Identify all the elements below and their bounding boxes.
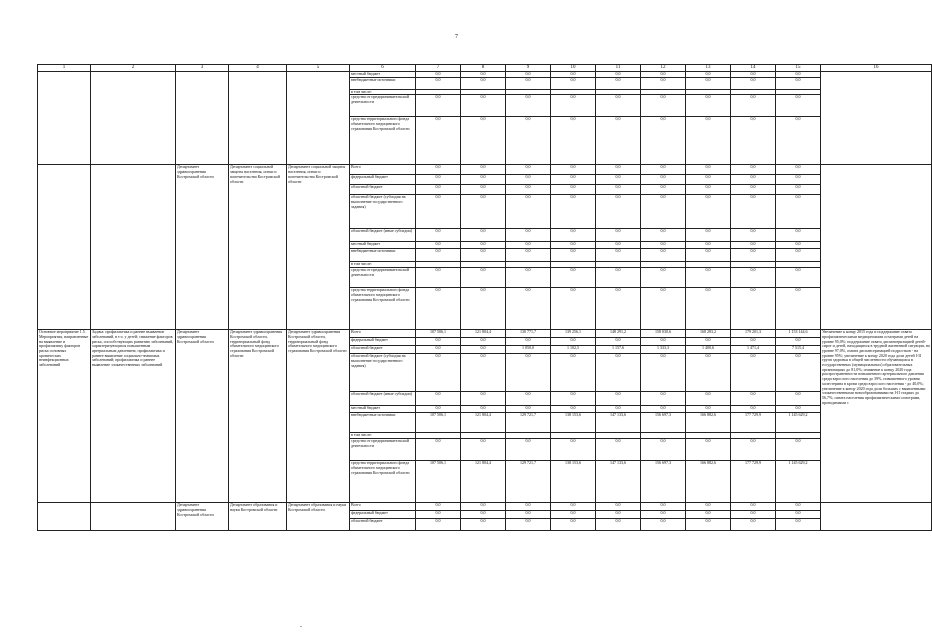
value-cell: 0,0 bbox=[551, 175, 596, 185]
value-cell: 0,0 bbox=[641, 249, 686, 262]
value-cell: 147 133,6 bbox=[596, 413, 641, 433]
value-cell: 0,0 bbox=[731, 77, 776, 89]
value-cell: 0,0 bbox=[776, 195, 821, 229]
value-cell: 0,0 bbox=[641, 195, 686, 229]
value-cell: 0,0 bbox=[731, 242, 776, 249]
funding-source-label: областной бюджет (иные субсидии) bbox=[350, 392, 416, 406]
funding-source-label: Всего bbox=[350, 330, 416, 338]
value-cell: 0,0 bbox=[641, 268, 686, 288]
value-cell: 0,0 bbox=[686, 165, 731, 175]
value-cell: 0,0 bbox=[461, 346, 506, 354]
value-cell: 0,0 bbox=[686, 229, 731, 242]
value-cell: 0,0 bbox=[416, 229, 461, 242]
value-cell: 0,0 bbox=[776, 242, 821, 249]
value-cell: 0,0 bbox=[461, 195, 506, 229]
value-cell: 0,0 bbox=[686, 288, 731, 330]
value-cell: 0,0 bbox=[461, 242, 506, 249]
value-cell: 0,0 bbox=[461, 392, 506, 406]
funding-source-label: внебюджетные источники bbox=[350, 77, 416, 89]
value-cell: 0,0 bbox=[776, 338, 821, 346]
value-cell: 0,0 bbox=[596, 503, 641, 511]
value-cell: 0,0 bbox=[776, 519, 821, 531]
cell-c5: Департамент здравоохранения Костромской области, территориальный фонд обязательного медицинского страхования Костромской области bbox=[287, 330, 350, 503]
cell-c5: Департамент социальной защиты населения, опеки и попечительства Костромской области bbox=[287, 165, 350, 330]
funding-source-label: средства территориального фонда обязательного медицинского страхования Костромской области bbox=[350, 288, 416, 330]
value-cell: 0,0 bbox=[776, 185, 821, 195]
value-cell: 0,0 bbox=[551, 72, 596, 78]
value-cell: 121 804,4 bbox=[461, 461, 506, 503]
value-cell: 0,0 bbox=[686, 511, 731, 519]
value-cell: 0,0 bbox=[416, 338, 461, 346]
funding-source-label: в том числе: bbox=[350, 262, 416, 268]
header-cell: 10 bbox=[551, 65, 596, 72]
value-cell: 0,0 bbox=[506, 229, 551, 242]
value-cell: 0,0 bbox=[596, 439, 641, 461]
value-cell: 0,0 bbox=[506, 354, 551, 392]
value-cell: 0,0 bbox=[731, 195, 776, 229]
value-cell: 0,0 bbox=[731, 249, 776, 262]
value-cell: 0,0 bbox=[416, 175, 461, 185]
funding-source-label: средства территориального фонда обязательного медицинского страхования Костромской области bbox=[350, 117, 416, 165]
value-cell: 0,0 bbox=[551, 117, 596, 165]
funding-source-label: областной бюджет (субсидия на выполнение государственного задания) bbox=[350, 195, 416, 229]
value-cell: 0,0 bbox=[686, 392, 731, 406]
value-cell: 0,0 bbox=[461, 72, 506, 78]
value-cell: 0,0 bbox=[641, 338, 686, 346]
value-cell: 0,0 bbox=[776, 288, 821, 330]
value-cell: 156 697,3 bbox=[641, 461, 686, 503]
value-cell: 0,0 bbox=[776, 117, 821, 165]
value-cell: 0,0 bbox=[506, 519, 551, 531]
value-cell: 0,0 bbox=[461, 249, 506, 262]
header-cell: 12 bbox=[641, 65, 686, 72]
funding-source-label: средства от предпринимательской деятельности bbox=[350, 439, 416, 461]
cell-c16-expected-results: Увеличение к концу 2015 года и поддержание охвата профилактическими медицинскими осмотрами детей на уровне 95,0%; поддержание охвата диспансеризацией детей-сирот и детей, находящихся в трудной жизненной ситуации, на уровне 97,0%, охвата диспансеризацией подростков - на уровне 95%; увеличение к концу 2020 года доли детей I-II групп здоровья в общей численности обучающихся в государственных (муниципальных) образовательных организациях до 81,0%; снижение к концу 2020 года распространенности повышенного артериального давления среди взрослого населения до 39%, повышенного уровня холестерина в крови среди взрослого населения - до 40,0%; увеличение к концу 2020 года доли больших с выявленными злокачественными новообразованиями на I-II стадиях до 56,7%; охвата населения профилактическими осмотрами, проводимыми с bbox=[821, 330, 932, 503]
funding-source-label: областной бюджет (иные субсидии) bbox=[350, 229, 416, 242]
value-cell: 0,0 bbox=[596, 249, 641, 262]
value-cell: 1 400,6 bbox=[686, 346, 731, 354]
cell-c1 bbox=[38, 503, 91, 531]
value-cell: 0,0 bbox=[731, 165, 776, 175]
value-cell: 0,0 bbox=[506, 511, 551, 519]
value-cell: 0,0 bbox=[776, 249, 821, 262]
value-cell: 0,0 bbox=[461, 519, 506, 531]
value-cell: 0,0 bbox=[596, 77, 641, 89]
value-cell: 0,0 bbox=[641, 288, 686, 330]
value-cell: 0,0 bbox=[506, 165, 551, 175]
value-cell: 0,0 bbox=[416, 195, 461, 229]
table-body bbox=[38, 72, 932, 531]
value-cell: 0,0 bbox=[641, 519, 686, 531]
value-cell: 0,0 bbox=[731, 268, 776, 288]
value-cell: 0,0 bbox=[686, 439, 731, 461]
value-cell: 0,0 bbox=[551, 338, 596, 346]
value-cell: 0,0 bbox=[776, 165, 821, 175]
cell-c3: Департамент здравоохранения Костромской области bbox=[176, 165, 229, 330]
cell-c16-expected-results bbox=[821, 72, 932, 165]
value-cell: 0,0 bbox=[686, 503, 731, 511]
header-cell: 5 bbox=[287, 65, 350, 72]
value-cell: 0,0 bbox=[641, 406, 686, 413]
header-cell: 9 bbox=[506, 65, 551, 72]
value-cell: 0,0 bbox=[551, 392, 596, 406]
value-cell: 0,0 bbox=[731, 511, 776, 519]
cell-c1 bbox=[38, 72, 91, 165]
value-cell: 0,0 bbox=[596, 406, 641, 413]
value-cell: 0,0 bbox=[731, 185, 776, 195]
funding-source-label: в том числе: bbox=[350, 89, 416, 95]
value-cell: 0,0 bbox=[416, 392, 461, 406]
value-cell: 0,0 bbox=[776, 503, 821, 511]
value-cell: 0,0 bbox=[641, 511, 686, 519]
cell-c3: Департамент здравоохранения Костромской области bbox=[176, 503, 229, 531]
value-cell: 139 256,1 bbox=[551, 330, 596, 338]
value-cell: 0,0 bbox=[416, 268, 461, 288]
value-cell: 0,0 bbox=[416, 242, 461, 249]
header-cell: 8 bbox=[461, 65, 506, 72]
cell-c4: Департамент здравоохранения Костромской области, территориальный фонд обязательного медицинского страхования Костромской области bbox=[229, 330, 287, 503]
value-cell: 0,0 bbox=[416, 117, 461, 165]
value-cell: 0,0 bbox=[731, 406, 776, 413]
funding-source-label: областной бюджет bbox=[350, 346, 416, 354]
header-cell: 3 bbox=[176, 65, 229, 72]
value-cell: 0,0 bbox=[416, 249, 461, 262]
value-cell: 0,0 bbox=[731, 72, 776, 78]
cell-c4: Департамент образования и науки Костромской области bbox=[229, 503, 287, 531]
value-cell: 0,0 bbox=[641, 503, 686, 511]
value-cell: 0,0 bbox=[641, 117, 686, 165]
value-cell: 0,0 bbox=[551, 249, 596, 262]
cell-c1: Основное мероприятие 1.5. Мероприятия, направленные на выявление и профилактику факторов риска основных хронических неинфекционных заболеваний bbox=[38, 330, 91, 503]
funding-source-label: областной бюджет bbox=[350, 519, 416, 531]
value-cell: 0,0 bbox=[686, 354, 731, 392]
value-cell: 0,0 bbox=[641, 72, 686, 78]
page-number: 7 bbox=[455, 34, 458, 40]
value-cell: 0,0 bbox=[776, 229, 821, 242]
value-cell: 0,0 bbox=[551, 229, 596, 242]
value-cell: 0,0 bbox=[596, 165, 641, 175]
value-cell: 1 145 629,2 bbox=[776, 413, 821, 433]
value-cell: 166 882,6 bbox=[686, 413, 731, 433]
funding-source-label: местный бюджет bbox=[350, 72, 416, 78]
value-cell: 0,0 bbox=[731, 503, 776, 511]
value-cell: 0,0 bbox=[416, 439, 461, 461]
value-cell: 0,0 bbox=[731, 95, 776, 117]
value-cell: 129 721,7 bbox=[506, 461, 551, 503]
value-cell: 0,0 bbox=[686, 242, 731, 249]
value-cell: 7 515,4 bbox=[776, 346, 821, 354]
value-cell: 0,0 bbox=[551, 185, 596, 195]
value-cell: 0,0 bbox=[551, 195, 596, 229]
value-cell: 0,0 bbox=[461, 439, 506, 461]
funding-source-label: внебюджетные источники bbox=[350, 249, 416, 262]
value-cell: 0,0 bbox=[506, 503, 551, 511]
value-cell: 0,0 bbox=[416, 519, 461, 531]
value-cell: 0,0 bbox=[731, 175, 776, 185]
value-cell: 0,0 bbox=[641, 392, 686, 406]
value-cell: 0,0 bbox=[416, 503, 461, 511]
value-cell: 0,0 bbox=[461, 511, 506, 519]
value-cell: 0,0 bbox=[551, 242, 596, 249]
value-cell: 148 291,2 bbox=[596, 330, 641, 338]
value-cell: 0,0 bbox=[776, 406, 821, 413]
value-cell: 0,0 bbox=[641, 354, 686, 392]
funding-source-label: средства от предпринимательской деятельности bbox=[350, 268, 416, 288]
value-cell: 0,0 bbox=[686, 175, 731, 185]
value-cell: 0,0 bbox=[551, 511, 596, 519]
value-cell: 0,0 bbox=[686, 95, 731, 117]
value-cell: 0,0 bbox=[596, 338, 641, 346]
value-cell: 0,0 bbox=[686, 185, 731, 195]
bottom-mark: - bbox=[300, 624, 302, 630]
value-cell: 1 333,3 bbox=[641, 346, 686, 354]
value-cell: 0,0 bbox=[596, 72, 641, 78]
value-cell: 129 721,7 bbox=[506, 413, 551, 433]
table-row bbox=[38, 165, 932, 175]
value-cell: 0,0 bbox=[686, 117, 731, 165]
value-cell: 121 804,4 bbox=[461, 413, 506, 433]
cell-c5 bbox=[287, 72, 350, 165]
header-cell: 11 bbox=[596, 65, 641, 72]
value-cell: 0,0 bbox=[461, 268, 506, 288]
value-cell: 0,0 bbox=[686, 338, 731, 346]
value-cell: 0,0 bbox=[506, 175, 551, 185]
value-cell: 0,0 bbox=[416, 406, 461, 413]
value-cell: 0,0 bbox=[461, 77, 506, 89]
value-cell: 0,0 bbox=[506, 406, 551, 413]
value-cell: 0,0 bbox=[551, 165, 596, 175]
value-cell: 0,0 bbox=[776, 95, 821, 117]
value-cell: 0,0 bbox=[641, 95, 686, 117]
value-cell: 0,0 bbox=[551, 354, 596, 392]
value-cell: 0,0 bbox=[596, 392, 641, 406]
value-cell: 0,0 bbox=[506, 338, 551, 346]
budget-table bbox=[37, 64, 932, 531]
value-cell: 179 201,3 bbox=[731, 330, 776, 338]
value-cell: 0,0 bbox=[776, 354, 821, 392]
value-cell: 0,0 bbox=[596, 268, 641, 288]
value-cell: 0,0 bbox=[506, 77, 551, 89]
value-cell: 0,0 bbox=[641, 185, 686, 195]
value-cell: 0,0 bbox=[416, 95, 461, 117]
value-cell: 0,0 bbox=[416, 72, 461, 78]
value-cell: 0,0 bbox=[596, 185, 641, 195]
value-cell: 0,0 bbox=[461, 354, 506, 392]
cell-c3: Департамент здравоохранения Костромской области bbox=[176, 330, 229, 503]
value-cell: 0,0 bbox=[641, 242, 686, 249]
value-cell: 0,0 bbox=[596, 242, 641, 249]
header-cell: 7 bbox=[416, 65, 461, 72]
value-cell: 1 102,5 bbox=[551, 346, 596, 354]
value-cell: 0,0 bbox=[596, 354, 641, 392]
value-cell: 1 157,6 bbox=[596, 346, 641, 354]
value-cell: 0,0 bbox=[506, 268, 551, 288]
header-cell: 2 bbox=[91, 65, 176, 72]
header-cell: 13 bbox=[686, 65, 731, 72]
cell-c4 bbox=[229, 72, 287, 165]
value-cell: 0,0 bbox=[461, 175, 506, 185]
value-cell: 0,0 bbox=[686, 406, 731, 413]
value-cell: 0,0 bbox=[731, 439, 776, 461]
value-cell: 121 804,4 bbox=[461, 330, 506, 338]
value-cell: 0,0 bbox=[551, 268, 596, 288]
value-cell: 0,0 bbox=[551, 95, 596, 117]
funding-source-label: федеральный бюджет bbox=[350, 175, 416, 185]
funding-source-label: средства от предпринимательской деятельности bbox=[350, 95, 416, 117]
value-cell: 0,0 bbox=[551, 77, 596, 89]
value-cell: 0,0 bbox=[596, 519, 641, 531]
value-cell: 0,0 bbox=[776, 439, 821, 461]
value-cell: 0,0 bbox=[776, 392, 821, 406]
value-cell: 0,0 bbox=[551, 503, 596, 511]
value-cell: 0,0 bbox=[461, 185, 506, 195]
value-cell: 107 506,1 bbox=[416, 413, 461, 433]
value-cell: 0,0 bbox=[641, 77, 686, 89]
value-cell: 0,0 bbox=[731, 392, 776, 406]
funding-source-label: федеральный бюджет bbox=[350, 511, 416, 519]
value-cell: 0,0 bbox=[776, 268, 821, 288]
funding-source-label: местный бюджет bbox=[350, 242, 416, 249]
value-cell: 0,0 bbox=[596, 229, 641, 242]
value-cell: 0,0 bbox=[416, 288, 461, 330]
value-cell: 0,0 bbox=[641, 175, 686, 185]
header-cell: 1 bbox=[38, 65, 91, 72]
header-cell: 4 bbox=[229, 65, 287, 72]
value-cell: 107 506,1 bbox=[416, 461, 461, 503]
value-cell: 0,0 bbox=[551, 439, 596, 461]
value-cell: 0,0 bbox=[461, 117, 506, 165]
cell-c5: Департамент образования и науки Костромской области bbox=[287, 503, 350, 531]
value-cell: 156 697,3 bbox=[641, 413, 686, 433]
value-cell: 0,0 bbox=[506, 95, 551, 117]
value-cell: 0,0 bbox=[506, 249, 551, 262]
value-cell: 0,0 bbox=[596, 511, 641, 519]
value-cell: 0,0 bbox=[731, 117, 776, 165]
value-cell: 0,0 bbox=[551, 519, 596, 531]
value-cell: 1 153 144,6 bbox=[776, 330, 821, 338]
value-cell: 107 506,1 bbox=[416, 330, 461, 338]
value-cell: 1 145 629,2 bbox=[776, 461, 821, 503]
value-cell: 0,0 bbox=[776, 175, 821, 185]
value-cell: 0,0 bbox=[551, 288, 596, 330]
value-cell: 0,0 bbox=[776, 77, 821, 89]
value-cell: 0,0 bbox=[596, 117, 641, 165]
value-cell: 0,0 bbox=[506, 392, 551, 406]
value-cell: 158 030,6 bbox=[641, 330, 686, 338]
cell-c2 bbox=[91, 503, 176, 531]
value-cell: 0,0 bbox=[461, 165, 506, 175]
value-cell: 0,0 bbox=[641, 229, 686, 242]
value-cell: 138 153,6 bbox=[551, 413, 596, 433]
value-cell: 0,0 bbox=[461, 338, 506, 346]
value-cell: 0,0 bbox=[506, 195, 551, 229]
value-cell: 0,0 bbox=[686, 249, 731, 262]
value-cell: 0,0 bbox=[506, 288, 551, 330]
value-cell: 0,0 bbox=[686, 268, 731, 288]
value-cell: 0,0 bbox=[551, 406, 596, 413]
value-cell: 0,0 bbox=[416, 77, 461, 89]
cell-c2 bbox=[91, 165, 176, 330]
value-cell: 0,0 bbox=[596, 195, 641, 229]
value-cell: 0,0 bbox=[506, 242, 551, 249]
value-cell: 0,0 bbox=[506, 72, 551, 78]
value-cell: 0,0 bbox=[686, 519, 731, 531]
cell-c4: Департамент социальной защиты населения, опеки и попечительства Костромской области bbox=[229, 165, 287, 330]
funding-source-label: в том числе: bbox=[350, 433, 416, 439]
value-cell: 0,0 bbox=[461, 406, 506, 413]
value-cell: 0,0 bbox=[641, 165, 686, 175]
funding-source-label: внебюджетные источники bbox=[350, 413, 416, 433]
funding-source-label: федеральный бюджет bbox=[350, 338, 416, 346]
header-cell: 6 bbox=[350, 65, 416, 72]
value-cell: 0,0 bbox=[731, 288, 776, 330]
funding-source-label: Всего bbox=[350, 165, 416, 175]
value-cell: 0,0 bbox=[596, 288, 641, 330]
value-cell: 1 471,4 bbox=[731, 346, 776, 354]
value-cell: 0,0 bbox=[731, 229, 776, 242]
value-cell: 0,0 bbox=[461, 288, 506, 330]
value-cell: 0,0 bbox=[416, 354, 461, 392]
cell-c2 bbox=[91, 72, 176, 165]
cell-c16-expected-results bbox=[821, 503, 932, 531]
value-cell: 177 729,9 bbox=[731, 461, 776, 503]
value-cell: 0,0 bbox=[506, 185, 551, 195]
funding-source-label: средства территориального фонда обязательного медицинского страхования Костромской области bbox=[350, 461, 416, 503]
header-cell: 14 bbox=[731, 65, 776, 72]
value-cell: 0,0 bbox=[731, 354, 776, 392]
funding-source-label: Всего bbox=[350, 503, 416, 511]
value-cell: 0,0 bbox=[416, 185, 461, 195]
value-cell: 0,0 bbox=[461, 503, 506, 511]
value-cell: 1 050,0 bbox=[506, 346, 551, 354]
value-cell: 0,0 bbox=[731, 519, 776, 531]
value-cell: 0,0 bbox=[416, 346, 461, 354]
value-cell: 0,0 bbox=[506, 117, 551, 165]
value-cell: 147 133,6 bbox=[596, 461, 641, 503]
value-cell: 0,0 bbox=[776, 72, 821, 78]
value-cell: 168 283,2 bbox=[686, 330, 731, 338]
header-cell: 16 bbox=[821, 65, 932, 72]
value-cell: 0,0 bbox=[506, 439, 551, 461]
cell-c1 bbox=[38, 165, 91, 330]
header-cell: 15 bbox=[776, 65, 821, 72]
value-cell: 0,0 bbox=[416, 165, 461, 175]
cell-c16-expected-results bbox=[821, 165, 932, 330]
funding-source-label: областной бюджет (субсидия на выполнение государственного задания) bbox=[350, 354, 416, 392]
value-cell: 130 771,7 bbox=[506, 330, 551, 338]
funding-source-label: местный бюджет bbox=[350, 406, 416, 413]
value-cell: 0,0 bbox=[641, 439, 686, 461]
cell-c2: Задача: профилактика и раннее выявление заболеваний, в т.ч. у детей; снижение факторов риска, способствующих развитию заболеваний, характеризующихся повышенным артериальным давлением; профилактика и раннее выявление социально-значимых заболеваний; профилактика и раннее выявление злокачественных заболеваний bbox=[91, 330, 176, 503]
value-cell: 0,0 bbox=[596, 175, 641, 185]
value-cell: 0,0 bbox=[461, 95, 506, 117]
value-cell: 0,0 bbox=[776, 511, 821, 519]
value-cell: 0,0 bbox=[461, 229, 506, 242]
value-cell: 138 153,6 bbox=[551, 461, 596, 503]
cell-c3 bbox=[176, 72, 229, 165]
funding-source-label: областной бюджет bbox=[350, 185, 416, 195]
value-cell: 0,0 bbox=[596, 95, 641, 117]
value-cell: 0,0 bbox=[686, 77, 731, 89]
value-cell: 0,0 bbox=[686, 195, 731, 229]
value-cell: 0,0 bbox=[686, 72, 731, 78]
value-cell: 0,0 bbox=[731, 338, 776, 346]
value-cell: 177 729,9 bbox=[731, 413, 776, 433]
value-cell: 166 882,6 bbox=[686, 461, 731, 503]
value-cell: 0,0 bbox=[416, 511, 461, 519]
